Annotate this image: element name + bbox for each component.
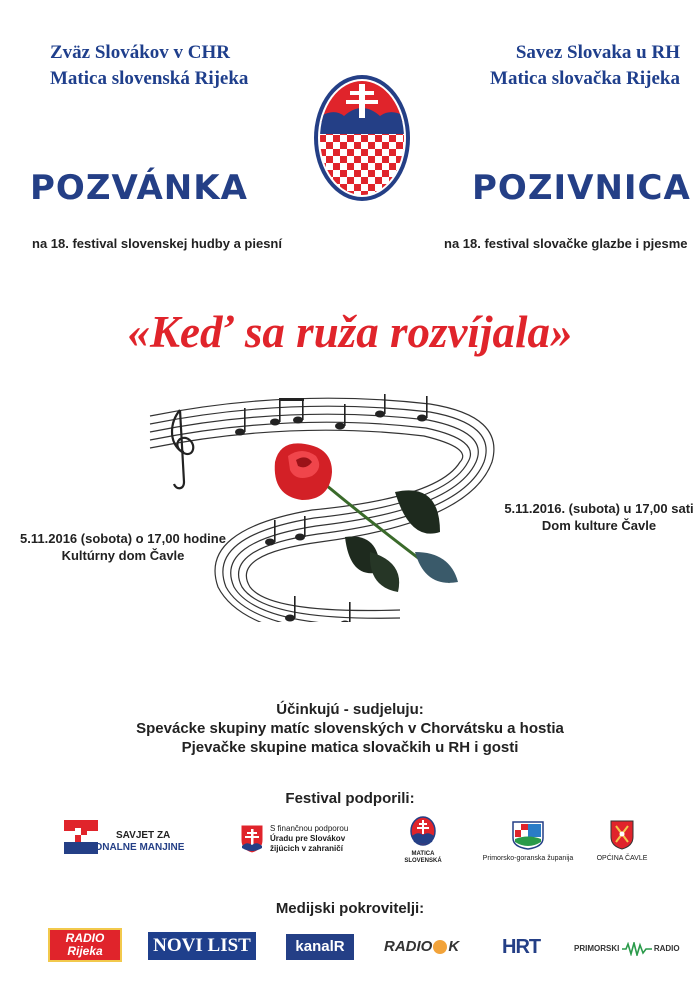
left-venue: Kultúrny dom Čavle (61, 548, 185, 563)
left-subtitle: na 18. festival slovenskej hudby a piesní (32, 236, 282, 251)
primorski-part1: PRIMORSKI (574, 944, 620, 954)
coat-of-arms-icon (312, 72, 412, 204)
right-venue: Dom kulture Čavle (541, 518, 657, 533)
matica-emblem-icon (410, 816, 436, 846)
right-event-info (498, 500, 700, 534)
slovak-shield-icon (240, 824, 264, 854)
pgz-crest-icon (511, 820, 545, 850)
right-title: POZIVNICA (472, 168, 691, 208)
novi-list-logo: NOVI LIST (148, 932, 256, 960)
urad-line2: Úradu pre Slovákov (270, 834, 346, 843)
performers-line2: Pjevačke skupine matica slovačkih u RH i gosti (181, 739, 519, 756)
urad-logo (240, 824, 370, 864)
radio-ok-part1: RADIO (384, 938, 433, 955)
left-title: POZVÁNKA (30, 168, 248, 208)
pgz-label: Primorsko-goranska županija (482, 855, 574, 862)
radio-ok-logo (384, 938, 459, 955)
left-event-info (4, 530, 242, 564)
performers-heading: Účinkujú - sudjeluju: (276, 701, 424, 718)
left-date: 5.11.2016 (sobota) o 17,00 hodine (20, 531, 226, 546)
savjet-logo (64, 820, 190, 862)
right-org-line2: Matica slovačka Rijeka (490, 68, 680, 89)
hrt-logo: HRT (502, 936, 541, 958)
radio-rijeka-line1: RADIO (65, 931, 105, 945)
savjet-line2: NACIONALNE MANJINE (70, 842, 185, 853)
right-org-line1: Savez Slovaka u RH (515, 42, 680, 63)
rose-icon (275, 443, 332, 500)
radio-rijeka-line2: Rijeka (67, 944, 103, 958)
pgz-logo (480, 820, 576, 866)
left-org-line1: Zväz Slovákov v CHR (50, 42, 230, 63)
media-heading: Medijski pokrovitelji: (275, 900, 425, 917)
performers-section (0, 700, 700, 757)
urad-line3: žijúcich v zahraničí (270, 844, 343, 853)
treble-clef-icon (172, 410, 193, 488)
kanal-r-logo: kanalR (286, 934, 354, 960)
matica-line1: MATICA (411, 851, 435, 857)
primorski-part2: RADIO (653, 944, 680, 954)
radio-ok-part2: K (448, 938, 460, 955)
opcina-shield-icon (610, 820, 634, 850)
matica-line2: SLOVENSKÁ (404, 858, 442, 864)
primorski-radio-logo (574, 942, 680, 956)
soundwave-icon (622, 942, 652, 956)
music-staff-illustration (140, 392, 510, 622)
opcina-logo (594, 820, 650, 866)
opcina-label: OPĆINA ČAVLE (596, 855, 648, 862)
left-org-name (50, 40, 248, 92)
left-org-line2: Matica slovenská Rijeka (50, 68, 249, 89)
sun-icon (433, 940, 447, 954)
right-subtitle: na 18. festival slovačke glazbe i pjesme (444, 236, 688, 251)
urad-text (270, 824, 348, 854)
matica-logo (400, 816, 446, 866)
urad-line1: S finančnou podporou (270, 824, 349, 833)
right-org-name (466, 40, 680, 92)
savjet-line1: SAVJET ZA (116, 830, 171, 841)
performers-line1: Spevácke skupiny matíc slovenských v Chorvátsku a hostia (136, 720, 564, 737)
radio-rijeka-logo (48, 928, 122, 962)
event-title: «Keď sa ruža rozvíjala» (127, 307, 573, 357)
right-date: 5.11.2016. (subota) u 17,00 sati (504, 501, 694, 516)
supporters-heading: Festival podporili: (285, 790, 415, 807)
